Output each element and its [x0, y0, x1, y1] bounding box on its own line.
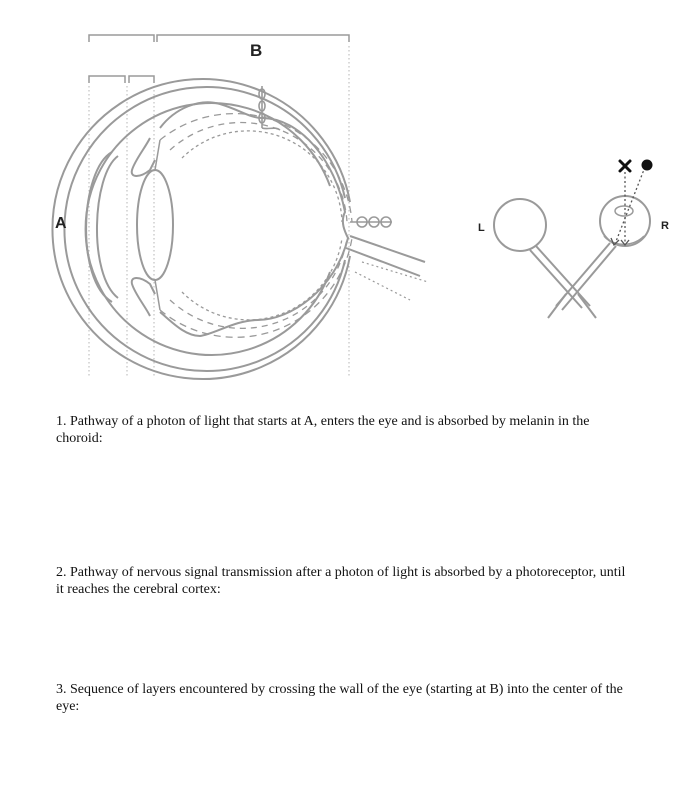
chiasm-tail-left	[548, 294, 566, 318]
bracket-cornea	[89, 76, 125, 83]
optic-nerve-dots	[355, 272, 410, 300]
choroid-layer	[86, 103, 330, 355]
guide-lines	[89, 46, 349, 378]
ray-dot-dotted	[615, 167, 645, 244]
left-eye-circle	[494, 199, 546, 251]
label-right-eye: R	[661, 220, 669, 232]
optic-nerve-dots-2	[362, 262, 428, 282]
left-optic-nerve-b	[530, 250, 582, 308]
retina-layer-1	[160, 114, 352, 222]
bracket-cornea-to-retina	[89, 35, 154, 42]
right-eye-lens	[615, 206, 633, 216]
question-3: 3. Sequence of layers encountered by crossing the wall of the eye (starting at B) into the center of the eye:	[56, 682, 623, 714]
eyeball-cross-section	[52, 79, 428, 379]
top-brackets	[89, 35, 349, 83]
optic-chiasm-diagram	[494, 167, 650, 318]
ligament-lower	[155, 280, 160, 310]
question-1: 1. Pathway of a photon of light that starts at A, enters the eye and is absorbed by melanin in the choroid:	[56, 414, 590, 446]
cornea-inner	[97, 156, 118, 298]
optic-nerve-bottom	[346, 248, 420, 276]
right-optic-nerve-b	[562, 246, 616, 310]
dot-marker-icon	[642, 160, 653, 171]
x-marker-icon	[620, 161, 630, 171]
label-a: A	[55, 215, 67, 232]
neuron-chain-top	[259, 86, 280, 130]
sclera-inner	[64, 87, 345, 371]
retina-layer-3	[182, 131, 342, 222]
retina-layer-6	[182, 238, 342, 320]
neuron-chain-right	[350, 217, 392, 227]
optic-nerve-top	[350, 236, 425, 262]
question-2: 2. Pathway of nervous signal transmission after a photon of light is absorbed by a photoreceptor, until it reaches the cerebral cortex:	[56, 565, 626, 597]
bracket-lens	[129, 76, 154, 83]
ligament-upper	[155, 140, 160, 170]
lens	[137, 170, 173, 280]
label-b: B	[250, 41, 263, 60]
label-left-eye: L	[478, 222, 485, 234]
iris-lower	[132, 278, 155, 316]
